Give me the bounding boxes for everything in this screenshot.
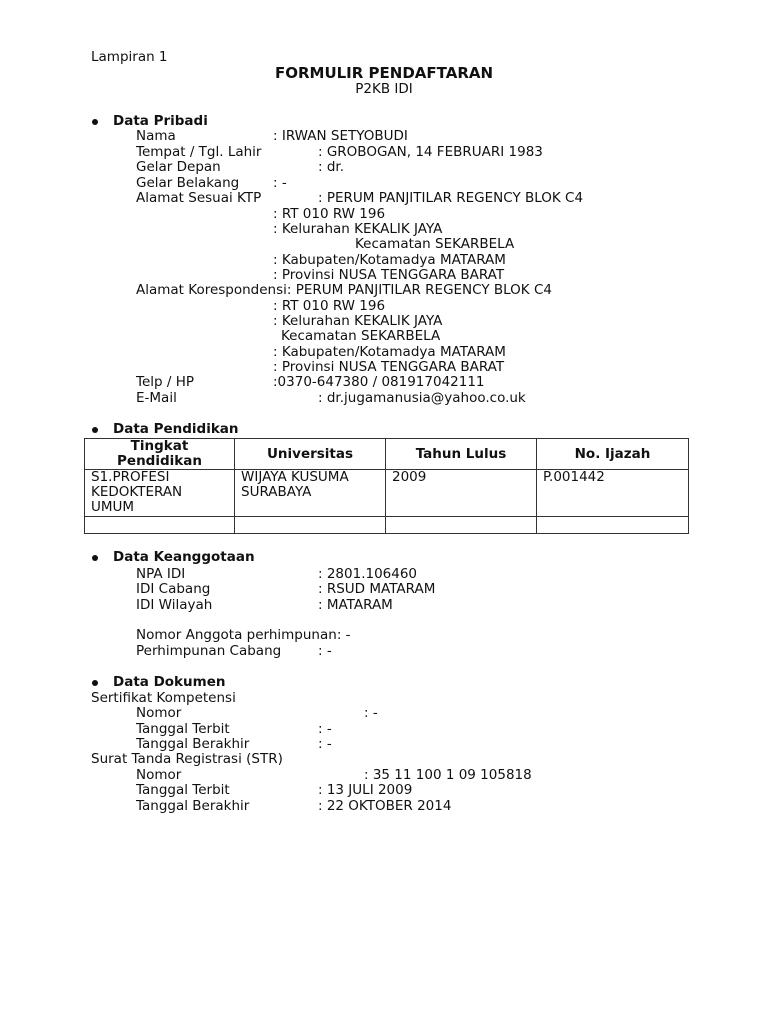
table-cell	[537, 517, 689, 534]
nama-value: : IRWAN SETYOBUDI	[273, 128, 408, 144]
page-subtitle: P2KB IDI	[355, 81, 413, 97]
alamat-kores-label-text: Alamat Korespondensi	[136, 282, 287, 298]
bullet-icon	[92, 427, 98, 433]
npa-label: NPA IDI	[136, 566, 186, 582]
table-row	[85, 470, 689, 517]
idi-wilayah-value: : MATARAM	[318, 597, 393, 613]
alamat-ktp-line: : RT 010 RW 196	[273, 206, 386, 222]
npa-value: : 2801.106460	[318, 566, 418, 582]
gelar-belakang-label: Gelar Belakang	[136, 175, 240, 191]
table-row	[85, 517, 689, 534]
sert-berakhir-label: Tanggal Berakhir	[136, 736, 250, 752]
alamat-ktp-line: : Provinsi NUSA TENGGARA BARAT	[273, 267, 505, 283]
ttl-value: : GROBOGAN, 14 FEBRUARI 1983	[318, 144, 543, 160]
idi-wilayah-label: IDI Wilayah	[136, 597, 213, 613]
sertifikat-title: Sertifikat Kompetensi	[91, 690, 236, 706]
section-heading-keanggotaan: Data Keanggotaan	[113, 549, 255, 565]
str-nomor-label: Nomor	[136, 767, 182, 783]
gelar-depan-label: Gelar Depan	[136, 159, 221, 175]
email-label: E-Mail	[136, 390, 177, 406]
table-cell	[85, 517, 235, 534]
str-berakhir-label: Tanggal Berakhir	[136, 798, 250, 814]
alamat-kores-line: : Provinsi NUSA TENGGARA BARAT	[273, 359, 505, 375]
gelar-depan-value: : dr.	[318, 159, 345, 175]
alamat-kores-line: : Kabupaten/Kotamadya MATARAM	[273, 344, 506, 360]
str-terbit-value: : 13 JULI 2009	[318, 782, 413, 798]
table-header-row	[85, 439, 689, 470]
sert-nomor-value: : -	[364, 705, 378, 721]
gelar-belakang-value: : -	[273, 175, 287, 191]
alamat-kores-line: : PERUM PANJITILAR REGENCY BLOK C4	[286, 282, 552, 298]
str-title: Surat Tanda Registrasi (STR)	[91, 751, 283, 767]
nama-label: Nama	[136, 128, 176, 144]
alamat-kores-line: Kecamatan SEKARBELA	[281, 328, 441, 344]
alamat-kores-line: : Kelurahan KEKALIK JAYA	[273, 313, 443, 329]
table-cell	[235, 517, 386, 534]
idi-cabang-value: : RSUD MATARAM	[318, 581, 436, 597]
section-heading-dokumen: Data Dokumen	[113, 674, 226, 690]
section-heading-pribadi: Data Pribadi	[113, 113, 208, 129]
sert-nomor-label: Nomor	[136, 705, 182, 721]
idi-cabang-label: IDI Cabang	[136, 581, 211, 597]
section-heading-pendidikan: Data Pendidikan	[113, 421, 239, 437]
education-table	[84, 438, 689, 534]
alamat-ktp-label: Alamat Sesuai KTP	[136, 190, 262, 206]
alamat-ktp-line: : Kelurahan KEKALIK JAYA	[273, 221, 443, 237]
str-terbit-label: Tanggal Terbit	[136, 782, 230, 798]
nomor-anggota-perhimpunan: Nomor Anggota perhimpunan: -	[136, 627, 351, 643]
table-cell	[386, 517, 537, 534]
table-cell: WIJAYA KUSUMA SURABAYA	[235, 470, 386, 517]
table-cell: S1.PROFESI KEDOKTERAN UMUM	[85, 470, 235, 517]
sert-terbit-label: Tanggal Terbit	[136, 721, 230, 737]
sert-terbit-value: : -	[318, 721, 332, 737]
perhimpunan-cabang-label: Perhimpunan Cabang	[136, 643, 282, 659]
page-title: FORMULIR PENDAFTARAN	[274, 64, 494, 82]
sert-berakhir-value: : -	[318, 736, 332, 752]
str-nomor-value: : 35 11 100 1 09 105818	[364, 767, 532, 783]
bullet-icon	[92, 680, 98, 686]
lampiran-label: Lampiran 1	[91, 49, 168, 65]
alamat-kores-label	[136, 282, 552, 298]
str-berakhir-value: : 22 OKTOBER 2014	[318, 798, 452, 814]
table-cell: 2009	[386, 470, 537, 517]
column-header: Tingkat Pendidikan	[85, 439, 235, 470]
ttl-label: Tempat / Tgl. Lahir	[136, 144, 262, 160]
alamat-kores-line: : RT 010 RW 196	[273, 298, 386, 314]
column-header: No. Ijazah	[537, 439, 689, 470]
column-header: Tahun Lulus	[386, 439, 537, 470]
column-header: Universitas	[235, 439, 386, 470]
perhimpunan-cabang-value: : -	[318, 643, 332, 659]
bullet-icon	[92, 555, 98, 561]
alamat-ktp-line: Kecamatan SEKARBELA	[355, 236, 515, 252]
alamat-ktp-line: : Kabupaten/Kotamadya MATARAM	[273, 252, 506, 268]
bullet-icon	[92, 119, 98, 125]
telp-label: Telp / HP	[136, 374, 195, 390]
alamat-ktp-line: : PERUM PANJITILAR REGENCY BLOK C4	[318, 190, 584, 206]
email-value: : dr.jugamanusia@yahoo.co.uk	[318, 390, 526, 406]
telp-value: :0370-647380 / 081917042111	[273, 374, 485, 390]
table-cell: P.001442	[537, 470, 689, 517]
